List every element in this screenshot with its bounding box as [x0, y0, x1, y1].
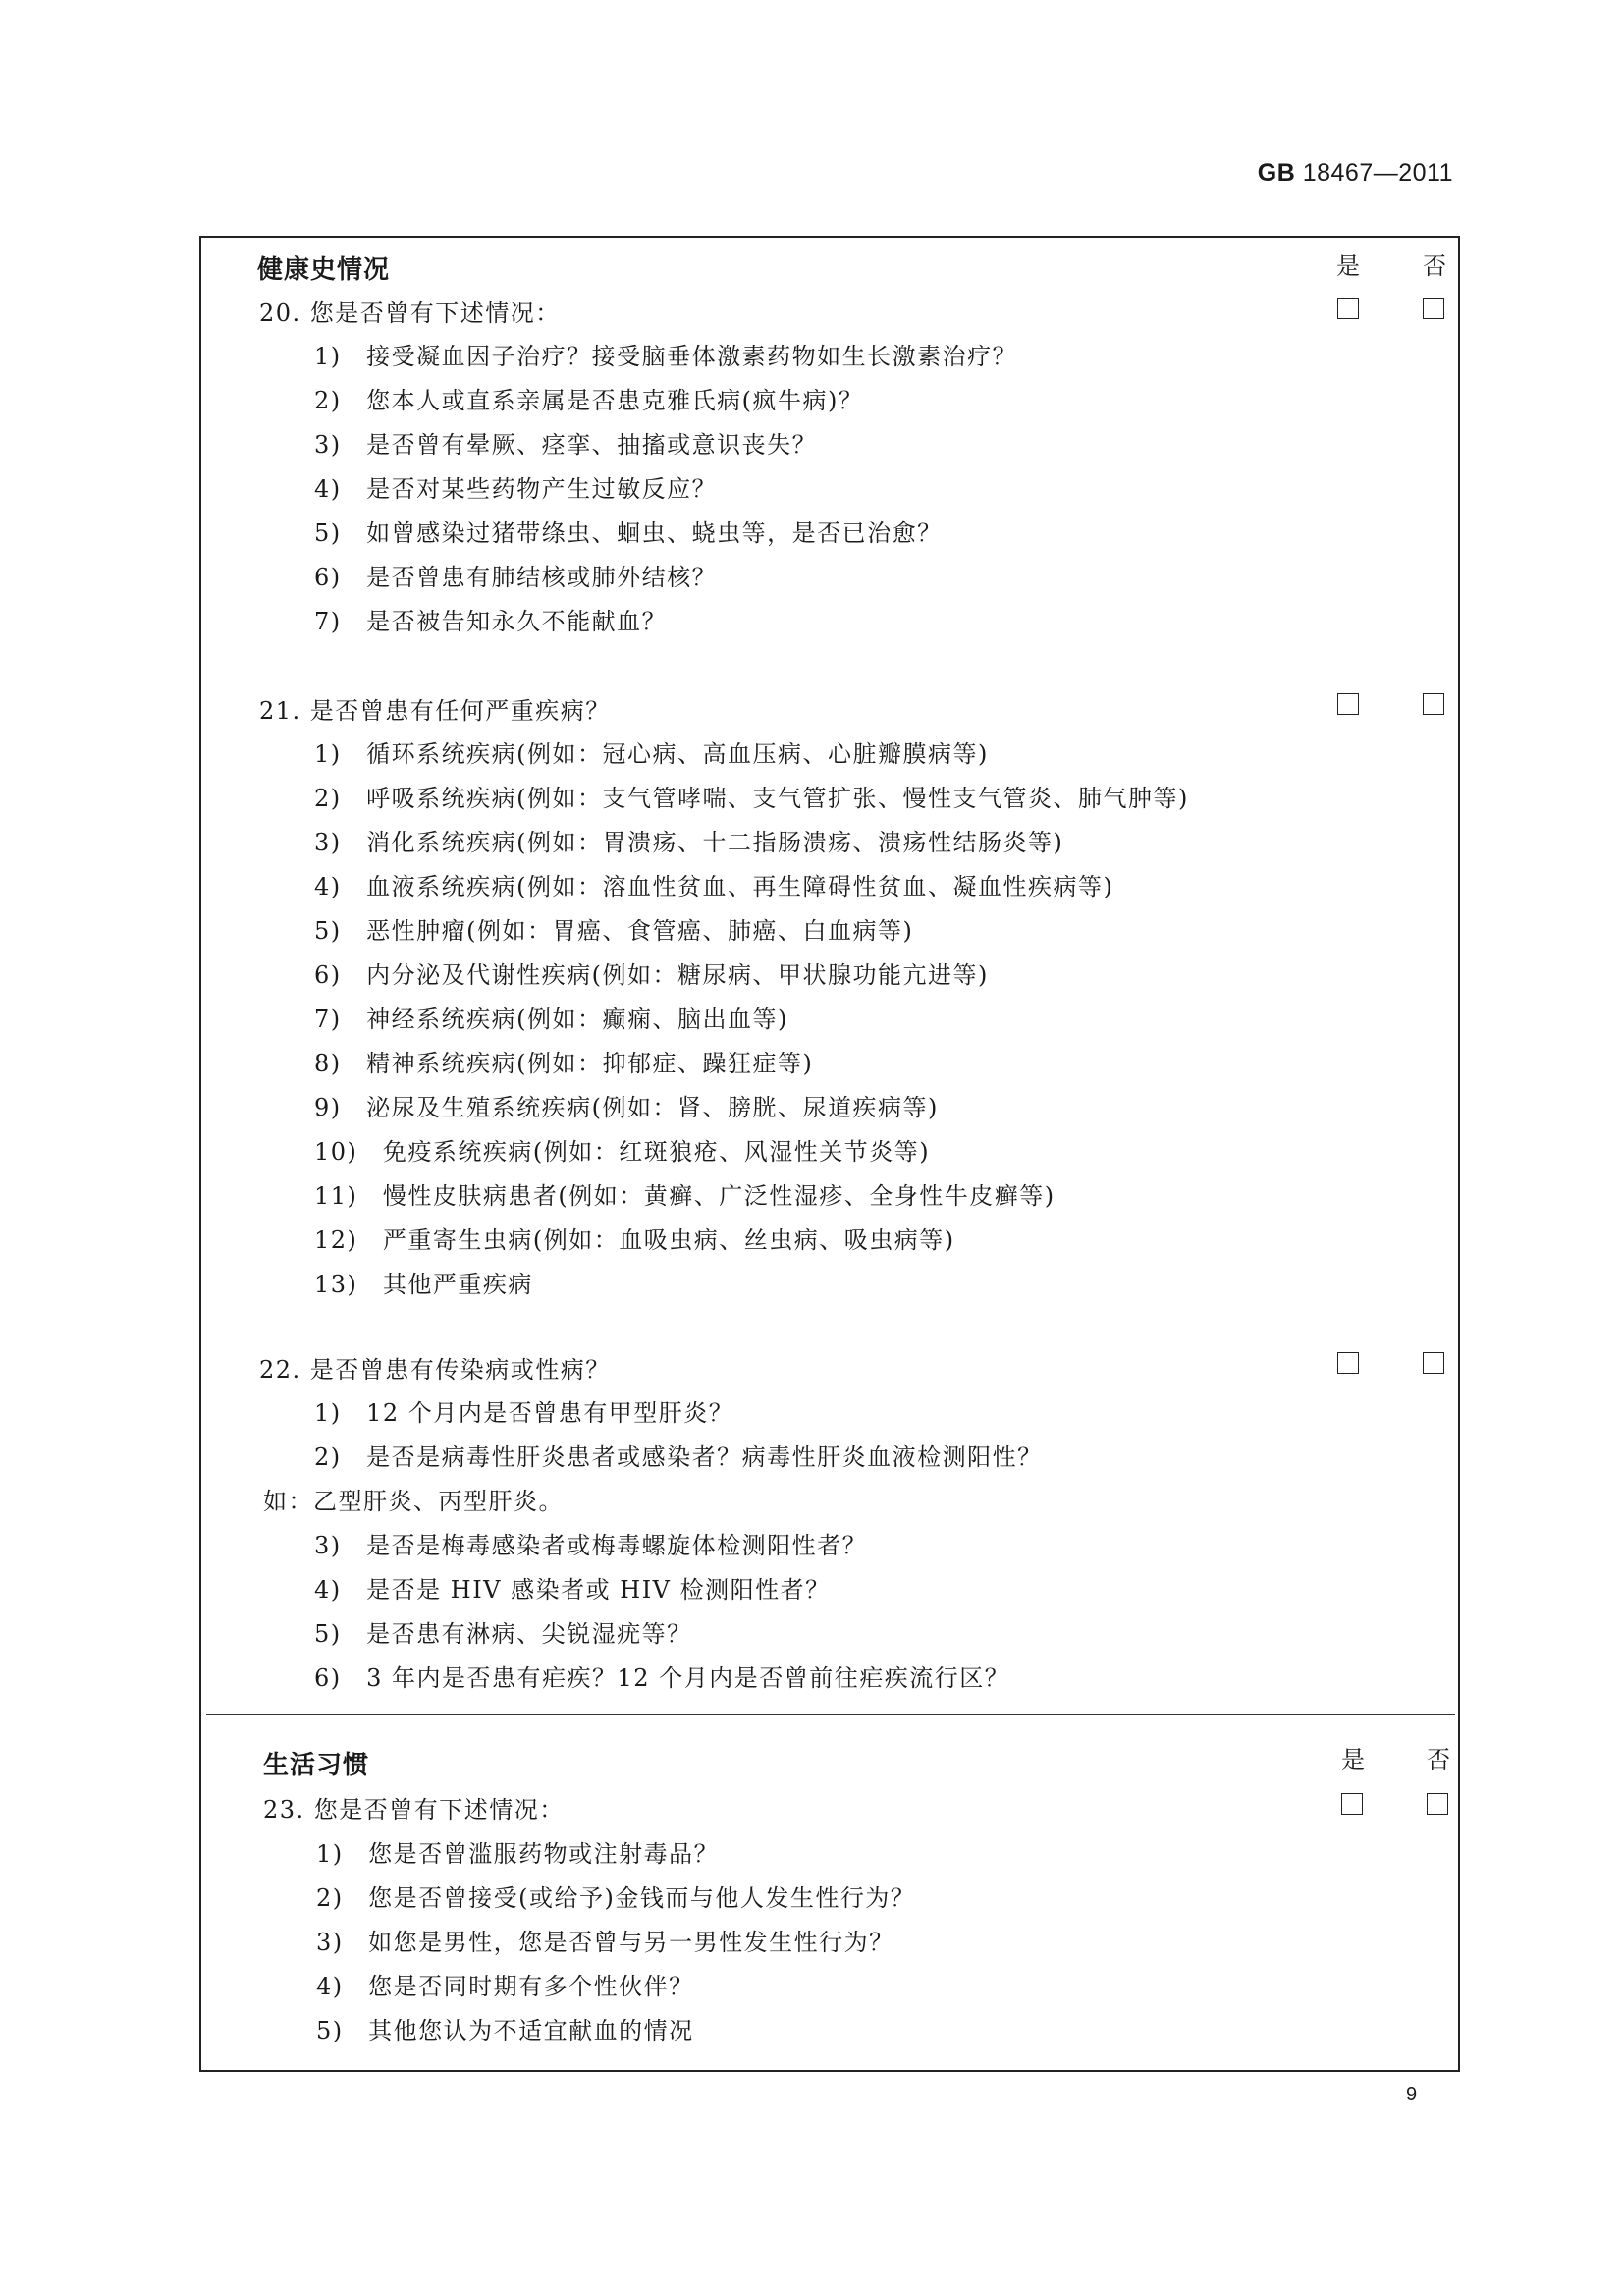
q21-item: 12) 严重寄生虫病(例如：血吸虫病、丝虫病、吸虫病等) — [314, 1226, 955, 1254]
no-column-label: 否 — [1427, 1746, 1450, 1773]
q23-no-checkbox[interactable] — [1427, 1793, 1448, 1815]
q21-no-checkbox[interactable] — [1423, 693, 1444, 715]
q22-yes-checkbox[interactable] — [1337, 1352, 1359, 1374]
question-21: 21. 是否曾患有任何严重疾病？ — [259, 697, 611, 725]
q20-item: 3) 是否曾有晕厥、痉挛、抽搐或意识丧失？ — [314, 431, 818, 459]
q21-item: 2) 呼吸系统疾病(例如：支气管哮喘、支气管扩张、慢性支气管炎、肺气肿等) — [314, 785, 1189, 812]
q21-item: 10) 免疫系统疾病(例如：红斑狼疮、风湿性关节炎等) — [314, 1138, 931, 1166]
q22-item: 1) 12 个月内是否曾患有甲型肝炎？ — [314, 1399, 734, 1427]
q21-item: 3) 消化系统疾病(例如：胃溃疡、十二指肠溃疡、溃疡性结肠炎等) — [314, 829, 1064, 856]
q21-item: 5) 恶性肿瘤(例如：胃癌、食管癌、肺癌、白血病等) — [314, 917, 914, 945]
q22-item: 4) 是否是 HIV 感染者或 HIV 检测阳性者？ — [314, 1576, 831, 1604]
q21-item: 13) 其他严重疾病 — [314, 1271, 533, 1298]
section-title-lifestyle: 生活习惯 — [263, 1751, 370, 1780]
q23-item: 3) 如您是男性，您是否曾与另一男性发生性行为？ — [316, 1929, 894, 1956]
q20-item: 1) 接受凝血因子治疗？接受脑垂体激素药物如生长激素治疗？ — [314, 343, 1018, 370]
question-20: 20. 您是否曾有下述情况： — [259, 299, 561, 327]
section-title-health: 健康史情况 — [257, 255, 391, 285]
q23-item: 2) 您是否曾接受(或给予)金钱而与他人发生性行为？ — [316, 1884, 916, 1912]
q20-no-checkbox[interactable] — [1423, 298, 1444, 319]
q20-item: 7) 是否被告知永久不能献血？ — [314, 608, 668, 635]
q21-item: 1) 循环系统疾病(例如：冠心病、高血压病、心脏瓣膜病等) — [314, 740, 989, 768]
no-column-label: 否 — [1423, 252, 1446, 280]
q22-item-continuation: 如：乙型肝炎、丙型肝炎。 — [263, 1488, 564, 1515]
yes-column-label: 是 — [1341, 1746, 1365, 1773]
standard-code: GB 18467—2011 — [1257, 159, 1453, 187]
q22-no-checkbox[interactable] — [1423, 1352, 1444, 1374]
question-22: 22. 是否曾患有传染病或性病？ — [259, 1356, 611, 1384]
page-number: 9 — [1406, 2084, 1418, 2105]
q20-yes-checkbox[interactable] — [1337, 298, 1359, 319]
q20-item: 5) 如曾感染过猪带绦虫、蛔虫、蛲虫等，是否已治愈？ — [314, 519, 943, 547]
q21-yes-checkbox[interactable] — [1337, 693, 1359, 715]
yes-column-label: 是 — [1336, 252, 1360, 280]
q23-item: 5) 其他您认为不适宜献血的情况 — [316, 2017, 694, 2044]
q21-item: 7) 神经系统疾病(例如：癫痫、脑出血等) — [314, 1006, 788, 1033]
q21-item: 4) 血液系统疾病(例如：溶血性贫血、再生障碍性贫血、凝血性疾病等) — [314, 873, 1114, 900]
q21-item: 9) 泌尿及生殖系统疾病(例如：肾、膀胱、尿道疾病等) — [314, 1094, 939, 1121]
q22-item: 3) 是否是梅毒感染者或梅毒螺旋体检测阳性者？ — [314, 1532, 868, 1559]
q20-item: 4) 是否对某些药物产生过敏反应？ — [314, 475, 718, 503]
q23-yes-checkbox[interactable] — [1341, 1793, 1363, 1815]
q21-item: 11) 慢性皮肤病患者(例如：黄癣、广泛性湿疹、全身性牛皮癣等) — [314, 1182, 1056, 1210]
section-divider — [206, 1714, 1455, 1715]
q23-item: 1) 您是否曾滥服药物或注射毒品？ — [316, 1840, 720, 1868]
q22-item: 5) 是否患有淋病、尖锐湿疣等？ — [314, 1620, 692, 1648]
q20-item: 2) 您本人或直系亲属是否患克雅氏病(疯牛病)？ — [314, 387, 864, 414]
q20-item: 6) 是否曾患有肺结核或肺外结核？ — [314, 564, 718, 591]
q21-item: 6) 内分泌及代谢性疾病(例如：糖尿病、甲状腺功能亢进等) — [314, 961, 989, 989]
question-23: 23. 您是否曾有下述情况： — [263, 1796, 565, 1824]
q22-item: 2) 是否是病毒性肝炎患者或感染者？病毒性肝炎血液检测阳性？ — [314, 1443, 1043, 1471]
q22-item: 6) 3 年内是否患有疟疾？12 个月内是否曾前往疟疾流行区？ — [314, 1664, 1010, 1692]
q23-item: 4) 您是否同时期有多个性伙伴？ — [316, 1973, 694, 2000]
q21-item: 8) 精神系统疾病(例如：抑郁症、躁狂症等) — [314, 1050, 814, 1077]
